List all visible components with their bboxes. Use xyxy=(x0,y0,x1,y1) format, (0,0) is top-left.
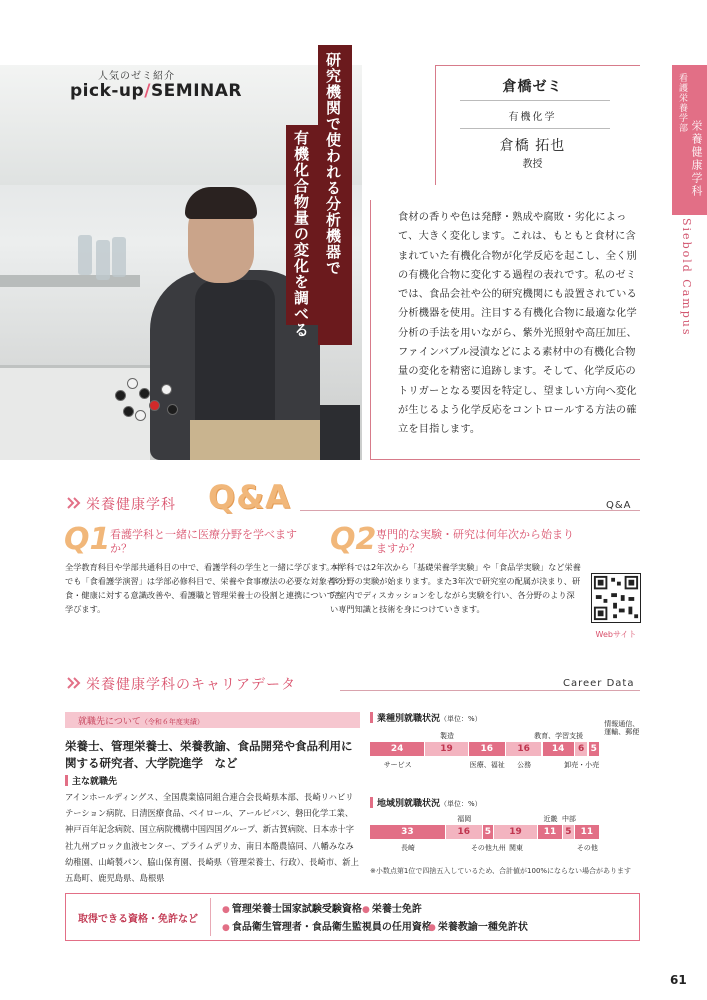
employment-header xyxy=(78,714,204,727)
region-chart-unit: （単位：%） xyxy=(440,800,482,808)
seminar-name: 倉橋ゼミ xyxy=(502,79,563,95)
chart-title-marker xyxy=(370,797,373,808)
bar-segment: 11 xyxy=(575,825,600,839)
region-chart-title-text: 地域別就職状況 xyxy=(377,799,441,809)
q2-answer: 本学科では2年次から「基礎栄養学実験」や「食品学実験」など栄養学分野の実験が始まります。また3年次で研究室の配属が決まり、研究室内でディスカッションをしながら実験を行い、各分野のより深い専門知識と技術を身につけていきます。 xyxy=(330,562,581,614)
bar-segment-label: 関東 xyxy=(509,844,524,852)
divider xyxy=(460,100,610,101)
molecule-model xyxy=(115,370,185,430)
qa-section-title: 栄養健康学科 xyxy=(86,497,176,513)
lab-bottle xyxy=(78,235,92,275)
bar-segment: 5 xyxy=(483,825,495,839)
page-number: 61 xyxy=(670,973,687,987)
chevron-right-icon xyxy=(66,676,82,690)
qr-code-icon[interactable] xyxy=(591,573,641,623)
intro-frame xyxy=(370,200,371,460)
q1-number: Q1 xyxy=(64,522,111,557)
bar-segment: 33 xyxy=(370,825,446,839)
pickup-title xyxy=(70,81,242,101)
major-name: 栄養健康学科 xyxy=(690,120,703,198)
website-link[interactable]: Webサイト xyxy=(591,629,641,641)
industry-chart-title xyxy=(377,711,482,724)
headline-line-2: 有機化合物量の変化を調べる xyxy=(292,130,310,338)
bar-segment: 16 xyxy=(506,742,543,756)
bar-segment-label: 長崎 xyxy=(400,844,415,852)
industry-chart-title-text: 業種別就職状況 xyxy=(377,714,441,724)
bar-segment-label: 公務 xyxy=(517,761,532,769)
bar-segment-label: 製造 xyxy=(440,732,455,740)
bar-segment: 19 xyxy=(494,825,538,839)
person-legs xyxy=(190,420,320,460)
bar-segment: 19 xyxy=(425,742,469,756)
bar-segment-label: 中部 xyxy=(561,815,576,823)
bar-segment-label: 福岡 xyxy=(457,815,472,823)
section-rule xyxy=(300,510,640,511)
qualification-item: ● 食品衛生管理者・食品衛生監視員の任用資格 xyxy=(222,918,432,933)
bar-segment: 14 xyxy=(543,742,575,756)
qualification-item: ● 栄養教諭一種免許状 xyxy=(428,918,528,933)
lab-bottle xyxy=(96,240,110,280)
bar-segment: 5 xyxy=(589,742,601,756)
bar-segment-label: その他 xyxy=(576,844,598,852)
lab-bottle xyxy=(112,237,126,277)
pickup-title-a: pick-up xyxy=(70,81,145,101)
region-chart-title xyxy=(377,796,482,809)
q1-question: 看護学科と一緒に医療分野を学べますか？ xyxy=(110,528,297,555)
bar-segment: 5 xyxy=(563,825,575,839)
research-field: 有機化学 xyxy=(508,112,557,123)
professor-role: 教授 xyxy=(522,159,543,170)
qa-section-en: Q&A xyxy=(606,500,632,511)
employment-summary: 栄養士、管理栄養士、栄養教諭、食品開発や食品利用に関する研究者、大学院進学 など xyxy=(65,739,353,770)
bar-segment: 6 xyxy=(575,742,589,756)
q1-answer: 全学教育科目や学部共通科目の中で、看護学科の学生と一緒に学びます。中でも「食看護学演習」は学部必修科目で、栄養や食事療法の必要な対象者の食・健康に対する意識改善や、看護職と管理栄養士の役割と連携についても学びます。 xyxy=(65,562,344,614)
bar-segment-label: サービス xyxy=(383,761,412,769)
bar-segment: 24 xyxy=(370,742,425,756)
bar-segment-label: 医療、福祉 xyxy=(469,761,505,769)
divider xyxy=(460,128,610,129)
bar-segment: 16 xyxy=(446,825,483,839)
career-section-en: Career Data xyxy=(563,678,635,689)
pickup-title-b: SEMINAR xyxy=(150,81,243,101)
region-bar-chart xyxy=(370,815,600,852)
campus-name: Siebold Campus xyxy=(680,218,693,337)
panel-frame xyxy=(435,65,640,66)
bar-segment: 11 xyxy=(538,825,563,839)
chevron-right-icon xyxy=(66,496,82,510)
person-hair xyxy=(185,187,257,219)
seminar-intro: 食材の香りや色は発酵・熟成や腐敗・劣化によって、大きく変化します。これは、もともと食材に含まれていた有機化合物が化学反応を起こし、全く別の有機化合物に変化する過程の表れです。私のゼミでは、食品会社や公的研究機関にも設置されている分析機器を使用。注目する有機化合物に最適な化学分析の手法を用いながら、紫外光照射や高圧加圧、ファインバブル浸漬などによる素材中の有機化合物量の変化を精密に追跡します。そして、化学反応のトリガーとなる要因を特定し、望ましい方向へ変化が生じるよう化学反応をコントロールする方法の確立を目指します。 xyxy=(398,212,637,436)
intro-frame xyxy=(370,459,640,460)
bar-segment-label: 近畿 xyxy=(543,815,558,823)
employment-header-label: 就職先について xyxy=(78,717,141,727)
department-name: 看護栄養学部 xyxy=(677,73,687,133)
q2-number: Q2 xyxy=(330,522,377,557)
employment-header-year: （令和６年度実績） xyxy=(140,718,204,726)
career-section-title: 栄養健康学科のキャリアデータ xyxy=(86,677,296,693)
qualifications-label: 取得できる資格・免許など xyxy=(78,914,198,925)
q2-question: 専門的な実験・研究は何年次から始まりますか？ xyxy=(376,528,574,555)
bar-segment-label: 情報通信、運輸、郵便 xyxy=(604,720,640,736)
pickup-title-slash: / xyxy=(144,81,151,101)
divider xyxy=(210,898,211,936)
qualification-item: ● 栄養士免許 xyxy=(362,900,422,915)
bar-segment-label: 卸売・小売 xyxy=(564,761,600,769)
chart-note: ※小数点第1位で四捨五入しているため、合計値が100%にならない場合があります xyxy=(370,867,632,875)
bar-segment: 16 xyxy=(469,742,506,756)
industry-chart-unit: （単位：%） xyxy=(440,715,482,723)
bar-segment-label: その他九州 xyxy=(470,844,506,852)
employment-list: アインホールディングス、全国農業協同組合連合会長崎県本部、長崎リハビリテーション病院、日清医療食品、ベイロール、アールビバン、磐田化学工業、神戸百年記念病院、国立病院機構中国四国グループ、新古賀病院、日本赤十字社九州ブロック血液センター、プライムデリカ、南日本酪農協同、八幡みなみ幼稚園、山崎製パン、脇山保育園、長崎県（管理栄養士、行政）、長崎市、新上五島町、鹿児島県、島根県 xyxy=(65,792,359,884)
qualification-item: ● 管理栄養士国家試験受験資格 xyxy=(222,900,362,915)
employment-list-heading: 主な就職先 xyxy=(72,777,118,787)
chart-title-marker xyxy=(370,712,373,723)
subheading-marker xyxy=(65,775,68,786)
headline-line-1: 研究機関で使われる分析機器で xyxy=(324,52,342,276)
section-rule xyxy=(340,690,640,691)
professor-name: 倉橋 拓也 xyxy=(499,138,566,154)
industry-bar-chart xyxy=(370,720,640,769)
bar-segment-label: 教育、学習支援 xyxy=(534,732,584,740)
pickup-subtitle: 人気のゼミ紹介 xyxy=(98,71,175,82)
qa-big-title: Q&A xyxy=(208,478,291,516)
